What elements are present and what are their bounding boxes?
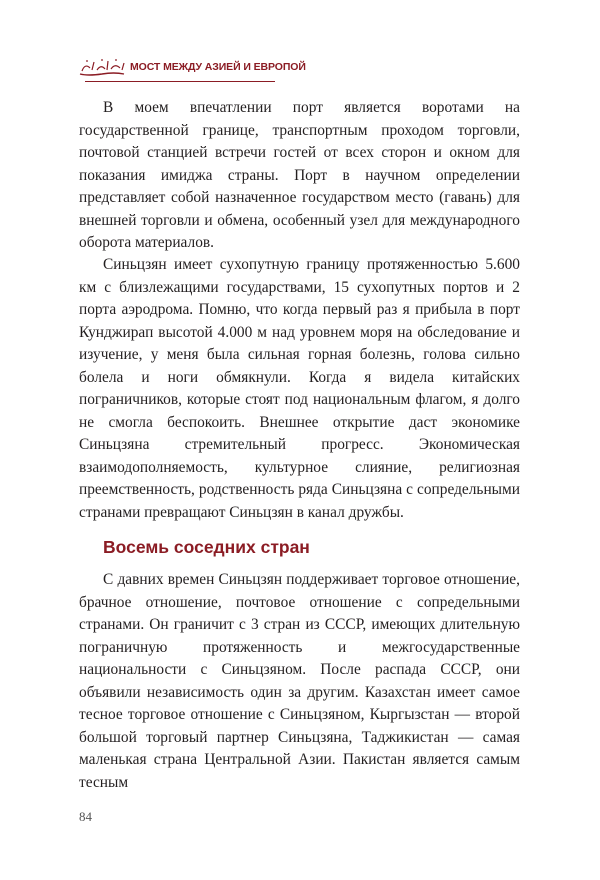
body-text-block-1 [79,97,520,255]
body-text-block-2 [79,254,520,524]
section-heading: Восемь соседних стран [103,537,310,557]
header-title: МОСТ МЕЖДУ АЗИЕЙ И ЕВРОПОЙ [130,61,306,73]
running-header [78,56,306,80]
page-number: 84 [79,809,92,824]
header-divider [85,81,275,82]
paragraph-2: Синьцзян имеет сухопутную границу протяженностью 5.600 км с близлежащими государствами, 15 сухопутных портов и 2 порта аэродрома. Помню, что когда первый раз я прибыла в порт Кунджирап высотой 4.000 м над уровнем моря на обследование и изучение, у меня была сильная горная болезнь, голова сильно болела и ноги обмякнули. Когда я видела китайских пограничников, которые стоят под национальным флагом, я долго не смогла беспокоить. Внешнее открытие даст экономике Синьцзяна стремительный прогресс. Экономическая взаимодополняемость, культурное слияние, религиозная преемственность, родственность ряда Синьцзяна с сопредельными странами превращают Синьцзян в канал дружбы. [79,256,520,521]
paragraph-1: В моем впечатлении порт является воротами на государственной границе, транспортным проходом торговли, почтовой станцией встречи гостей от всех сторон и окном для показания имиджа страны. Порт в научном определении представляет собой назначенное государством место (гавань) для внешней торговли и обмена, особенный узел для международного оборота материалов. [79,99,520,251]
xinjiang-logo [78,56,128,78]
body-text-block-3 [79,569,520,794]
paragraph-3: С давних времен Синьцзян поддерживает торговое отношение, брачное отношение, почтовое отношение с сопредельными странами. Он граничит с 3 стран из СССР, имеющих длительную пограничную протяженность и межгосударственные национальности с Синьцзяном. После распада СССР, они объявили независимость один за другим. Казахстан имеет самое тесное торговое отношение с Синьцзяном, Кыргызстан — второй большой торговый партнер Синьцзяна, Таджикистан — самая маленькая страна Центральной Азии. Пакистан является самым тесным [79,571,520,791]
